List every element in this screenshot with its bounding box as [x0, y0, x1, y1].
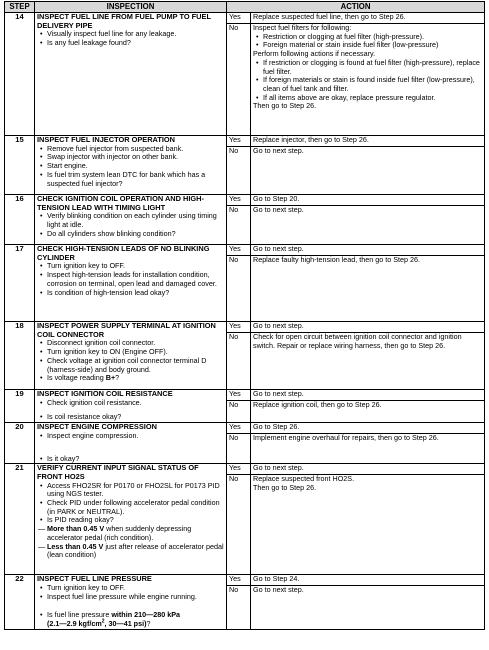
step-number: 18 [5, 322, 35, 390]
step-number: 14 [5, 13, 35, 136]
answer-yes: Yes [227, 245, 251, 256]
inspection-title: INSPECT IGNITION COIL RESISTANCE [37, 389, 173, 398]
inspection-cell [35, 13, 227, 136]
answer-yes: Yes [227, 575, 251, 586]
no-action-item: • If all items above are okay, replace pressure regulator. [263, 94, 482, 103]
no-action-line: Replace suspected front HO2S. [253, 474, 355, 484]
no-action [251, 24, 485, 136]
pid-condition-lean [47, 543, 224, 560]
diagnostic-table [4, 1, 485, 630]
no-action: Replace ignition coil, then go to Step 26. [251, 401, 485, 423]
inspection-item: • Inspect high-tension leads for installation condition, corrosion on terminal, open lead and damaged cover. [47, 271, 224, 288]
inspection-item: • Is fuel trim system lean DTC for bank which has a suspected fuel injector? [47, 171, 224, 188]
inspection-title: INSPECT POWER SUPPLY TERMINAL AT IGNITION COIL CONNECTOR [37, 321, 216, 339]
no-action: Go to next step. [251, 147, 485, 195]
step-number: 20 [5, 423, 35, 464]
inspection-item: • Check voltage at ignition coil connector terminal D (harness-side) and body ground. [47, 357, 224, 374]
no-action: Go to next step. [251, 206, 485, 245]
table-header [5, 2, 485, 13]
pid-condition-rich [47, 525, 224, 542]
table-row [5, 575, 485, 586]
answer-no: No [227, 434, 251, 464]
no-action: Check for open circuit between ignition coil connector and ignition switch. Repair or replace wiring harness, then go to Step 26. [251, 333, 485, 390]
condition-text: just after release of accelerator pedal (lean condition) [47, 541, 224, 560]
condition-value: Less than 0.45 V [47, 541, 104, 551]
answer-yes: Yes [227, 390, 251, 401]
question-text: Is fuel line pressure [47, 610, 112, 620]
answer-yes: Yes [227, 195, 251, 206]
step-number: 16 [5, 195, 35, 245]
table-row [5, 195, 485, 206]
inspection-item: • Turn ignition key to ON (Engine OFF). [47, 348, 224, 357]
header-inspection: INSPECTION [35, 2, 227, 13]
inspection-item: • Access FHO2SR for P0170 or FHO2SL for P0173 PID using NGS tester. [47, 482, 224, 499]
no-action-line: Then go to Step 26. [253, 482, 317, 492]
inspection-item: • Visually inspect fuel line for any leakage. [47, 30, 224, 39]
answer-no: No [227, 401, 251, 423]
yes-action: Go to next step. [251, 245, 485, 256]
step-number: 19 [5, 390, 35, 423]
diagnostic-page [4, 1, 484, 630]
inspection-item [47, 374, 224, 383]
yes-action: Go to Step 26. [251, 423, 485, 434]
question-value: B+ [105, 373, 116, 383]
table-row [5, 464, 485, 475]
yes-action: Go to Step 24. [251, 575, 485, 586]
step-number: 21 [5, 464, 35, 575]
inspection-item: • Turn ignition key to OFF. [47, 262, 224, 271]
no-action-intro: Inspect fuel filters for following: [253, 23, 352, 32]
no-action-item: • Foreign material or stain inside fuel filter (low-pressure) [263, 41, 482, 50]
answer-no: No [227, 475, 251, 575]
step-number: 22 [5, 575, 35, 630]
no-action: Go to next step. [251, 586, 485, 630]
condition-value: More than 0.45 V [47, 524, 105, 534]
inspection-item: • Check ignition coil resistance. [47, 399, 224, 408]
inspection-item: • Is condition of high-tension lead okay? [47, 289, 224, 298]
inspection-title: CHECK IGNITION COIL OPERATION AND HIGH-TENSION LEAD WITH TIMING LIGHT [37, 194, 204, 212]
question-superscript: 2 [101, 618, 105, 625]
answer-yes: Yes [227, 13, 251, 24]
yes-action: Go to next step. [251, 390, 485, 401]
question-value: (2.1—2.9 kgf/cm [47, 619, 102, 629]
inspection-item: • Inspect fuel line pressure while engine running. [47, 593, 224, 602]
table-row [5, 245, 485, 256]
inspection-item: • Is any fuel leakage found? [47, 39, 224, 48]
yes-action: Replace injector, then go to Step 26. [251, 136, 485, 147]
yes-action: Replace suspected fuel line, then go to Step 26. [251, 13, 485, 24]
inspection-title: VERIFY CURRENT INPUT SIGNAL STATUS OF FRONT HO2S [37, 463, 199, 481]
answer-no: No [227, 147, 251, 195]
inspection-item: • Swap injector with injector on other bank. [47, 153, 224, 162]
header-step: STEP [5, 2, 35, 13]
answer-no: No [227, 256, 251, 322]
question-suffix: ? [115, 373, 120, 383]
inspection-title: INSPECT FUEL INJECTOR OPERATION [37, 135, 175, 144]
inspection-cell [35, 195, 227, 245]
no-action: Implement engine overhaul for repairs, then go to Step 26. [251, 434, 485, 464]
inspection-item: • Start engine. [47, 162, 224, 171]
answer-yes: Yes [227, 136, 251, 147]
condition-text: when suddenly depressing accelerator pedal (rich condition). [47, 524, 192, 542]
answer-yes: Yes [227, 322, 251, 333]
inspection-item: • Inspect engine compression. [47, 432, 224, 441]
answer-no: No [227, 333, 251, 390]
inspection-cell [35, 245, 227, 322]
inspection-item: • Remove fuel injector from suspected bank. [47, 145, 224, 154]
inspection-question: • Is it okay? [47, 455, 224, 464]
answer-no: No [227, 206, 251, 245]
inspection-item: • Check PID under following accelerator pedal condition (in PARK or NEUTRAL). [47, 499, 224, 516]
table-row [5, 136, 485, 147]
answer-no: No [227, 24, 251, 136]
table-row [5, 423, 485, 434]
yes-action: Go to next step. [251, 322, 485, 333]
inspection-title: INSPECT FUEL LINE PRESSURE [37, 574, 152, 584]
answer-yes: Yes [227, 464, 251, 475]
table-row [5, 322, 485, 333]
no-action-item: • If restriction or clogging is found at fuel filter (high-pressure), replace fuel filter. [263, 59, 482, 76]
table-row [5, 13, 485, 24]
no-action: Replace faulty high-tension lead, then go to Step 26. [251, 256, 485, 322]
inspection-cell [35, 423, 227, 464]
inspection-title: CHECK HIGH-TENSION LEADS OF NO BLINKING CYLINDER [37, 244, 210, 262]
inspection-title: INSPECT FUEL LINE FROM FUEL PUMP TO FUEL DELIVERY PIPE [37, 12, 211, 30]
question-value: , 30—41 psi) [104, 619, 147, 629]
inspection-cell [35, 136, 227, 195]
header-action: ACTION [227, 2, 485, 13]
question-suffix: ? [146, 619, 151, 629]
inspection-cell [35, 575, 227, 630]
table-row [5, 390, 485, 401]
step-number: 17 [5, 245, 35, 322]
inspection-cell [35, 464, 227, 575]
no-action-item: • If foreign materials or stain is found inside fuel filter (low-pressure), clean of fuel tank and filter. [263, 76, 482, 93]
no-action-mid: Perform following actions if necessary. [253, 49, 376, 59]
no-action-item: • Restriction or clogging at fuel filter (high-pressure). [263, 33, 482, 42]
inspection-question [47, 611, 224, 628]
inspection-question: • Is coil resistance okay? [47, 413, 224, 422]
inspection-item: • Disconnect ignition coil connector. [47, 339, 224, 348]
answer-yes: Yes [227, 423, 251, 434]
inspection-item: • Do all cylinders show blinking condition? [47, 230, 224, 239]
inspection-item: • Turn ignition key to OFF. [47, 584, 224, 593]
inspection-item: • Is PID reading okay? [47, 516, 224, 525]
no-action-end: Then go to Step 26. [253, 101, 317, 111]
inspection-item: • Verify blinking condition on each cylinder using timing light at idle. [47, 212, 224, 229]
step-number: 15 [5, 136, 35, 195]
yes-action: Go to next step. [251, 464, 485, 475]
yes-action: Go to Step 20. [251, 195, 485, 206]
no-action [251, 475, 485, 575]
answer-no: No [227, 586, 251, 630]
inspection-title: INSPECT ENGINE COMPRESSION [37, 422, 157, 432]
question-value: within 210—280 kPa [111, 610, 181, 620]
question-text: Is voltage reading [47, 373, 106, 383]
inspection-cell [35, 322, 227, 390]
inspection-cell [35, 390, 227, 423]
